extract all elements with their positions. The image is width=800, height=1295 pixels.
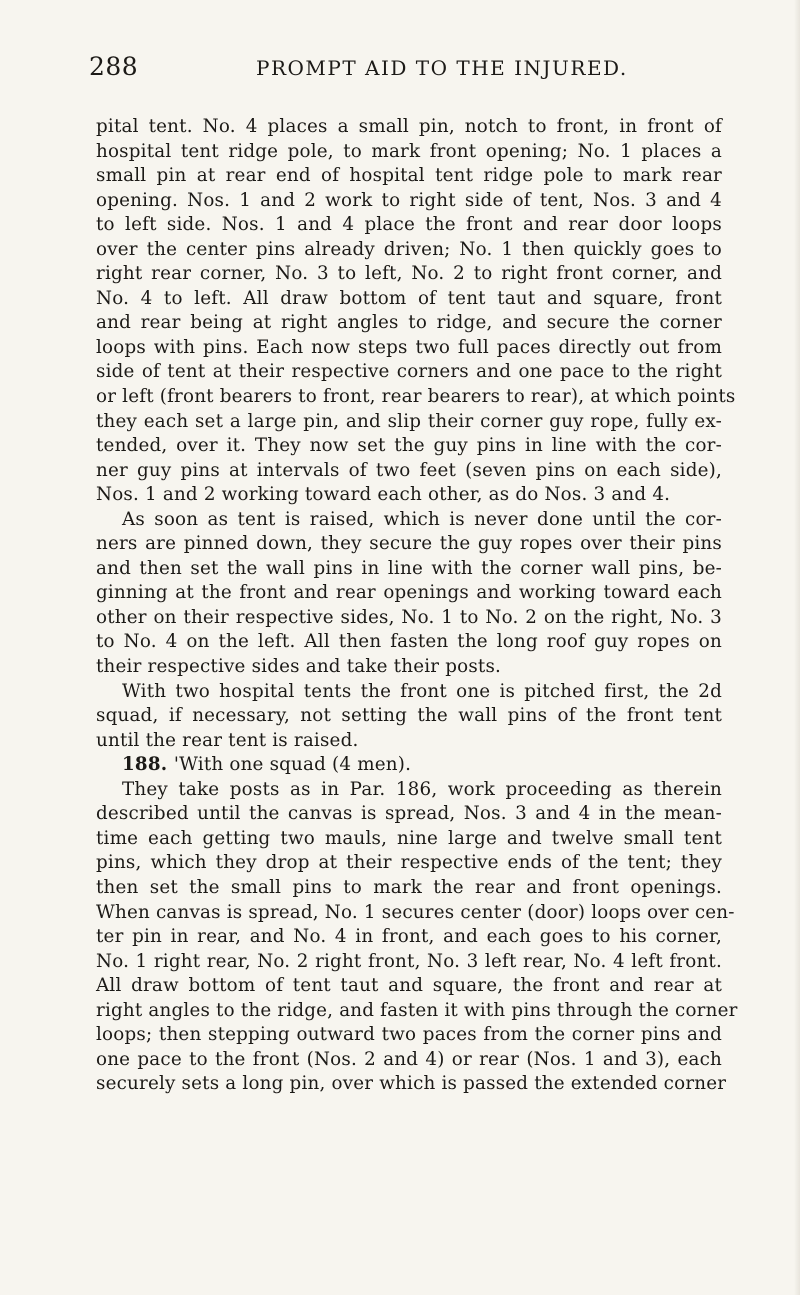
- text-line: [96, 532, 722, 557]
- line-text: one pace to the front (Nos. 2 and 4) or rear (Nos. 1 and 3), each: [96, 1048, 722, 1070]
- text-line: [96, 925, 722, 950]
- running-title: PROMPT AID TO THE INJURED.: [256, 56, 628, 80]
- text-line: [96, 974, 722, 999]
- text-line: [96, 238, 722, 263]
- page-header: [89, 52, 722, 86]
- text-line: [96, 802, 722, 827]
- line-text: pins, which they drop at their respective ends of the tent; they: [96, 852, 722, 874]
- line-text: 'With one squad (4 men).: [173, 754, 412, 776]
- text-line: [96, 164, 722, 189]
- text-line: [96, 287, 722, 312]
- line-text: and rear being at right angles to ridge, and secure the corner: [96, 312, 722, 334]
- paragraph-number: 188.: [122, 754, 174, 776]
- text-line: [96, 360, 722, 385]
- line-text: until the rear tent is raised.: [96, 729, 359, 751]
- text-line: [96, 827, 722, 852]
- page-number: 288: [89, 52, 139, 81]
- line-text: they each set a large pin, and slip their corner guy rope, fully ex-: [96, 410, 722, 432]
- text-line: [96, 410, 722, 435]
- text-line: [96, 1023, 722, 1048]
- line-text: to No. 4 on the left. All then fasten the long roof guy ropes on: [96, 631, 722, 653]
- line-text: When canvas is spread, No. 1 secures center (door) loops over cen-: [96, 901, 735, 923]
- text-line: [96, 459, 722, 484]
- line-text: They take posts as in Par. 186, work proceeding as therein: [122, 778, 722, 800]
- line-text: other on their respective sides, No. 1 to No. 2 on the right, No. 3: [96, 606, 722, 628]
- line-text: right rear corner, No. 3 to left, No. 2 to right front corner, and: [96, 263, 722, 285]
- line-text: pital tent. No. 4 places a small pin, notch to front, in front of: [96, 116, 722, 137]
- line-text: No. 4 to left. All draw bottom of tent taut and square, front: [96, 287, 722, 309]
- text-line: [96, 680, 722, 705]
- text-line: [96, 753, 722, 778]
- line-text: squad, if necessary, not setting the wall pins of the front tent: [96, 705, 722, 727]
- line-text: over the center pins already driven; No. 1 then quickly goes to: [96, 238, 722, 260]
- text-line: [96, 434, 722, 459]
- book-page: [89, 52, 738, 1095]
- text-line: [96, 140, 722, 165]
- line-text: their respective sides and take their posts.: [96, 656, 502, 678]
- text-line: [96, 189, 722, 214]
- line-text: side of tent at their respective corners and one pace to the right: [96, 361, 722, 383]
- line-text: No. 1 right rear, No. 2 right front, No. 3 left rear, No. 4 left front.: [96, 950, 722, 972]
- text-line: [96, 1048, 722, 1073]
- text-line: [96, 901, 735, 926]
- line-text: time each getting two mauls, nine large and twelve small tent: [96, 827, 722, 849]
- line-text: tended, over it. They now set the guy pins in line with the cor-: [96, 435, 722, 457]
- text-line: [96, 606, 722, 631]
- line-text: loops; then stepping outward two paces from the corner pins and: [96, 1024, 722, 1046]
- text-line: [96, 704, 722, 729]
- line-text: ners are pinned down, they secure the guy ropes over their pins: [96, 533, 722, 555]
- line-text: or left (front bearers to front, rear bearers to rear), at which points: [96, 386, 736, 408]
- text-line: [96, 336, 722, 361]
- line-text: right angles to the ridge, and fasten it with pins through the corner: [96, 999, 738, 1021]
- text-line: [96, 311, 722, 336]
- text-line: [96, 1072, 727, 1097]
- line-text: As soon as tent is raised, which is never done until the cor-: [122, 508, 722, 530]
- line-text: With two hospital tents the front one is pitched first, the 2d: [122, 680, 722, 702]
- line-text: hospital tent ridge pole, to mark front opening; No. 1 places a: [96, 140, 722, 162]
- line-text: described until the canvas is spread, Nos. 3 and 4 in the mean-: [96, 803, 722, 825]
- line-text: loops with pins. Each now steps two full paces directly out from: [96, 336, 722, 358]
- text-line: [96, 557, 722, 582]
- text-line: [96, 213, 722, 238]
- line-text: ginning at the front and rear openings and working toward each: [96, 582, 722, 604]
- page-edge-shadow: [794, 0, 800, 1295]
- line-text: to left side. Nos. 1 and 4 place the front and rear door loops: [96, 214, 722, 236]
- text-line: [96, 729, 722, 754]
- line-text: and then set the wall pins in line with the corner wall pins, be-: [96, 557, 722, 579]
- text-line: [96, 508, 722, 533]
- line-text: ter pin in rear, and No. 4 in front, and each goes to his corner,: [96, 926, 722, 948]
- line-text: small pin at rear end of hospital tent ridge pole to mark rear: [96, 165, 722, 187]
- line-text: then set the small pins to mark the rear and front openings.: [96, 876, 722, 898]
- text-line: [96, 778, 722, 803]
- text-line: [96, 655, 722, 680]
- text-line: [96, 115, 722, 140]
- text-line: [96, 950, 722, 975]
- line-text: ner guy pins at intervals of two feet (seven pins on each side),: [96, 459, 722, 481]
- text-line: [96, 630, 722, 655]
- line-text: Nos. 1 and 2 working toward each other, as do Nos. 3 and 4.: [96, 484, 671, 506]
- text-line: [96, 385, 736, 410]
- line-text: securely sets a long pin, over which is passed the extended corner: [96, 1073, 727, 1095]
- text-line: [96, 581, 722, 606]
- text-line: [96, 851, 722, 876]
- text-line: [96, 262, 722, 287]
- text-line: [96, 876, 722, 901]
- text-line: [96, 483, 722, 508]
- body-text: [96, 115, 738, 1097]
- line-text: All draw bottom of tent taut and square, the front and rear at: [96, 975, 722, 997]
- text-line: [96, 999, 738, 1024]
- line-text: opening. Nos. 1 and 2 work to right side of tent, Nos. 3 and 4: [96, 189, 722, 211]
